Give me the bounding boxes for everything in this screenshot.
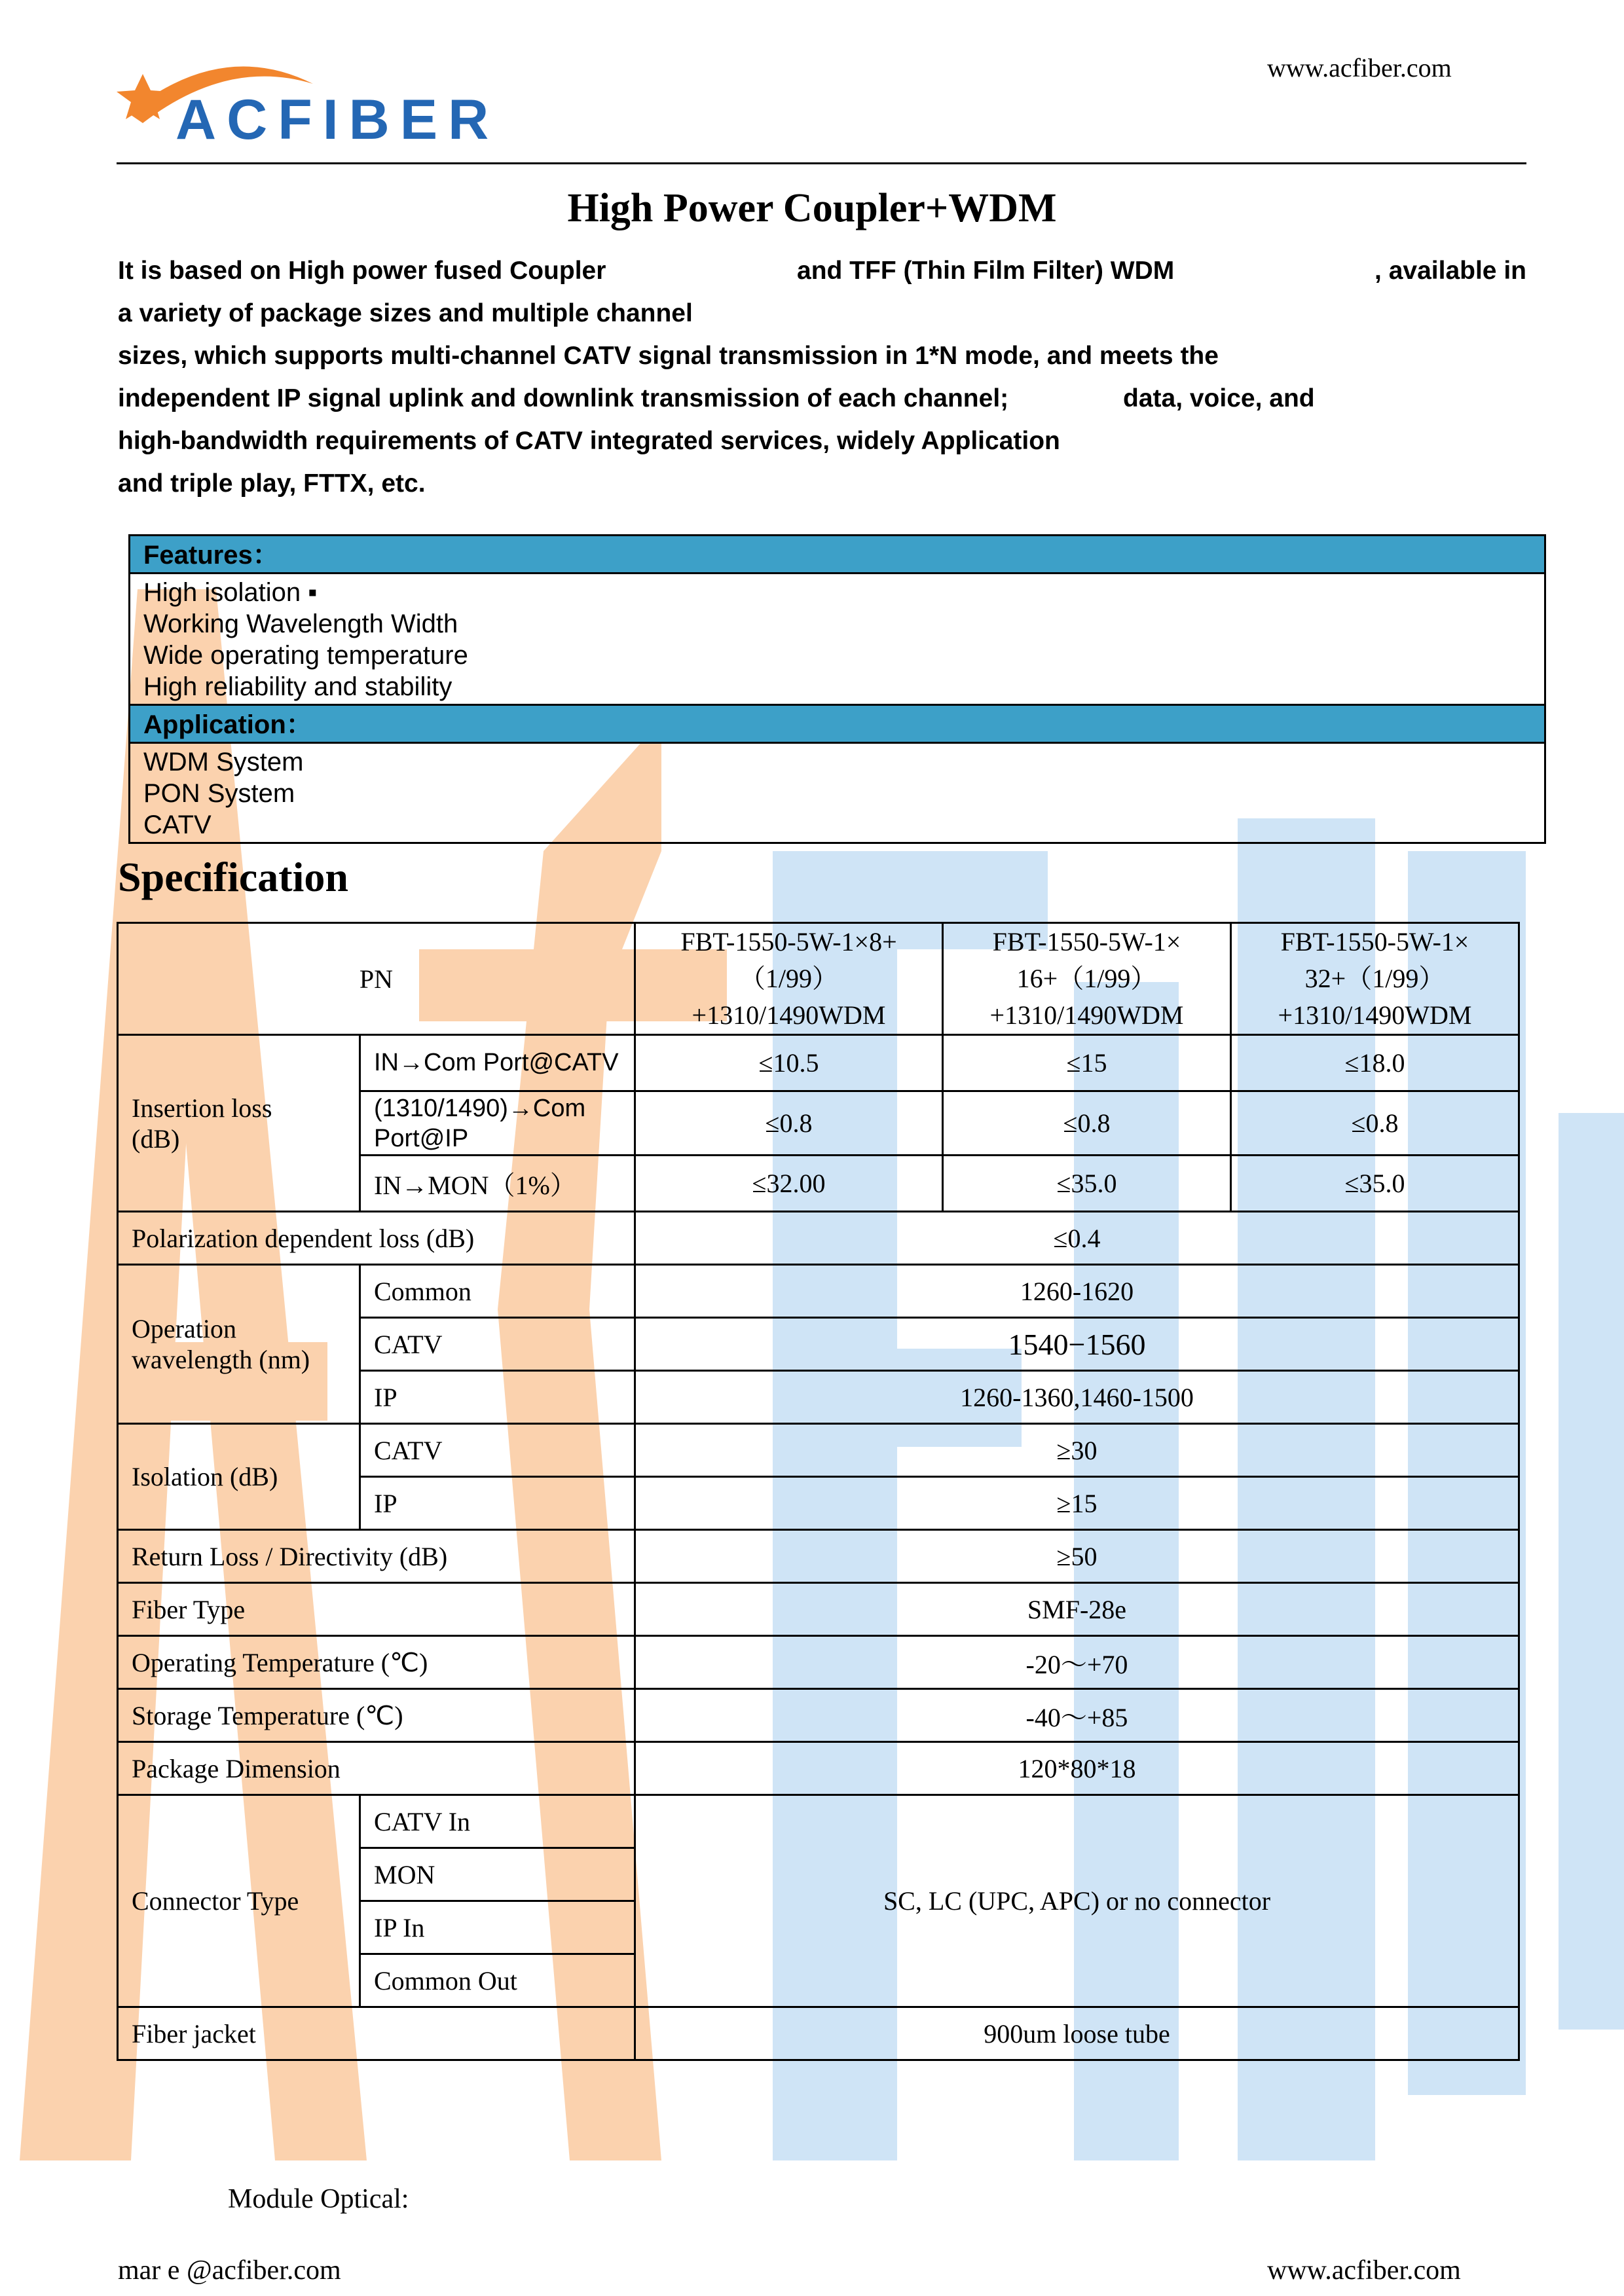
feature-item: Wide operating temperature bbox=[143, 641, 468, 670]
cell-value: ≤18.0 bbox=[1231, 1035, 1519, 1091]
intro-line-4b: data, voice, and bbox=[1123, 384, 1315, 412]
row-name-line: Port@IP bbox=[374, 1124, 469, 1152]
intro-line-5: high-bandwidth requirements of CATV integrated services, widely Application bbox=[118, 427, 1060, 455]
pdl-label: Polarization dependent loss (dB) bbox=[118, 1212, 635, 1265]
connector-value: SC, LC (UPC, APC) or no connector bbox=[635, 1795, 1519, 2007]
table-row bbox=[118, 1212, 1519, 1265]
intro-line-1 bbox=[118, 257, 1526, 285]
intro-line-1b: and TFF (Thin Film Filter) WDM bbox=[797, 257, 1175, 285]
model-line: +1310/1490WDM bbox=[989, 1000, 1184, 1030]
label-line: wavelength (nm) bbox=[132, 1345, 310, 1374]
pdl-value: ≤0.4 bbox=[635, 1212, 1519, 1265]
intro-line-4a: independent IP signal uplink and downlink transmission of each channel; bbox=[118, 384, 1009, 412]
intro-line-1a: It is based on High power fused Coupler bbox=[118, 257, 606, 285]
header-divider bbox=[117, 162, 1526, 164]
table-row bbox=[118, 2007, 1519, 2060]
model-line: FBT-1550-5W-1×8+ bbox=[680, 927, 897, 957]
model-line: +1310/1490WDM bbox=[1278, 1000, 1472, 1030]
label-line: Operation bbox=[132, 1314, 236, 1343]
cell-value: 1260-1620 bbox=[635, 1265, 1519, 1318]
cell-value: ≤35.0 bbox=[943, 1156, 1231, 1212]
cell-value: ≤32.00 bbox=[635, 1156, 943, 1212]
fiber-type-value: SMF-28e bbox=[635, 1583, 1519, 1636]
row-name: MON bbox=[360, 1848, 635, 1901]
application-item: WDM System bbox=[143, 748, 304, 776]
connector-label: Connector Type bbox=[118, 1795, 360, 2007]
row-name: IP In bbox=[360, 1901, 635, 1954]
row-name: IP bbox=[360, 1371, 635, 1424]
row-name: IN→Com Port@CATV bbox=[360, 1035, 635, 1091]
fiber-type-label: Fiber Type bbox=[118, 1583, 635, 1636]
row-name bbox=[360, 1091, 635, 1156]
pn-label: PN bbox=[118, 923, 635, 1035]
intro-line-2: a variety of package sizes and multiple channel bbox=[118, 299, 693, 327]
wavelength-label bbox=[118, 1265, 360, 1424]
cell-value: ≤15 bbox=[943, 1035, 1231, 1091]
cell-value: ≤0.8 bbox=[635, 1091, 943, 1156]
op-temp-label: Operating Temperature (℃) bbox=[118, 1636, 635, 1689]
table-row bbox=[118, 1530, 1519, 1583]
feature-item: High reliability and stability bbox=[143, 672, 452, 701]
row-name-line: (1310/1490)→Com bbox=[374, 1094, 586, 1122]
application-heading: Application： bbox=[130, 704, 1544, 744]
return-loss-label: Return Loss / Directivity (dB) bbox=[118, 1530, 635, 1583]
cell-value-text: 1540−1560 bbox=[1008, 1327, 1146, 1361]
features-list bbox=[130, 574, 1544, 704]
cell-value: ≤10.5 bbox=[635, 1035, 943, 1091]
feature-item: High isolation ▪ bbox=[143, 578, 318, 607]
table-row bbox=[118, 1583, 1519, 1636]
row-name: IN→MON（1%） bbox=[360, 1156, 635, 1212]
intro-line-3: sizes, which supports multi-channel CATV signal transmission in 1*N mode, and meets the bbox=[118, 342, 1219, 370]
table-row bbox=[118, 1424, 1519, 1477]
model-line: FBT-1550-5W-1× bbox=[992, 927, 1181, 957]
cell-value bbox=[635, 1318, 1519, 1371]
model-line: 16+（1/99） bbox=[1016, 964, 1157, 993]
model-line: +1310/1490WDM bbox=[692, 1000, 886, 1030]
row-name: CATV bbox=[360, 1424, 635, 1477]
package-label: Package Dimension bbox=[118, 1742, 635, 1795]
cell-value: ≤0.8 bbox=[1231, 1091, 1519, 1156]
model-line: FBT-1550-5W-1× bbox=[1280, 927, 1469, 957]
header-url: www.acfiber.com bbox=[1267, 53, 1452, 82]
table-row bbox=[118, 1795, 1519, 1848]
insertion-loss-label bbox=[118, 1035, 360, 1212]
storage-temp-label: Storage Temperature (℃) bbox=[118, 1689, 635, 1742]
application-item: PON System bbox=[143, 779, 295, 808]
logo-text: ACFIBER bbox=[175, 88, 500, 151]
cell-value: ≤0.8 bbox=[943, 1091, 1231, 1156]
row-name: IP bbox=[360, 1477, 635, 1530]
package-value: 120*80*18 bbox=[635, 1742, 1519, 1795]
table-row bbox=[118, 1636, 1519, 1689]
label-line: (dB) bbox=[132, 1123, 180, 1154]
isolation-label: Isolation (dB) bbox=[118, 1424, 360, 1530]
model-line: （1/99） bbox=[739, 964, 839, 993]
intro-line-4 bbox=[118, 384, 1526, 413]
fiber-jacket-label: Fiber jacket bbox=[118, 2007, 635, 2060]
model-header bbox=[1231, 923, 1519, 1035]
module-optical-label: Module Optical: bbox=[228, 2184, 409, 2214]
row-name: CATV In bbox=[360, 1795, 635, 1848]
cell-value: ≤35.0 bbox=[1231, 1156, 1519, 1212]
features-box bbox=[128, 534, 1546, 844]
op-temp-value: -20～+70 bbox=[635, 1636, 1519, 1689]
cell-value: 1260-1360,1460-1500 bbox=[635, 1371, 1519, 1424]
row-name: CATV bbox=[360, 1318, 635, 1371]
page-title: High Power Coupler+WDM bbox=[567, 186, 1057, 230]
footer-email: mar e @acfiber.com bbox=[118, 2255, 341, 2286]
row-name: Common bbox=[360, 1265, 635, 1318]
table-row bbox=[118, 1689, 1519, 1742]
features-heading: Features： bbox=[130, 536, 1544, 574]
specification-heading: Specification bbox=[118, 854, 348, 900]
return-loss-value: ≥50 bbox=[635, 1530, 1519, 1583]
intro-line-6: and triple play, FTTX, etc. bbox=[118, 469, 426, 498]
table-row bbox=[118, 1265, 1519, 1318]
cell-value: ≥30 bbox=[635, 1424, 1519, 1477]
cell-value: ≥15 bbox=[635, 1477, 1519, 1530]
feature-item: Working Wavelength Width bbox=[143, 610, 458, 638]
storage-temp-value: -40～+85 bbox=[635, 1689, 1519, 1742]
footer-url: www.acfiber.com bbox=[1267, 2255, 1461, 2286]
intro-line-1c: , available in bbox=[1375, 257, 1526, 285]
table-row bbox=[118, 923, 1519, 1035]
application-list bbox=[130, 744, 1544, 842]
table-row bbox=[118, 1742, 1519, 1795]
model-line: 32+（1/99） bbox=[1304, 964, 1445, 993]
fiber-jacket-value: 900um loose tube bbox=[635, 2007, 1519, 2060]
row-name: Common Out bbox=[360, 1954, 635, 2007]
table-row bbox=[118, 1035, 1519, 1091]
label-line: Insertion loss bbox=[132, 1093, 272, 1123]
model-header bbox=[635, 923, 943, 1035]
application-item: CATV bbox=[143, 811, 212, 839]
model-header bbox=[943, 923, 1231, 1035]
specification-table bbox=[117, 922, 1520, 2061]
